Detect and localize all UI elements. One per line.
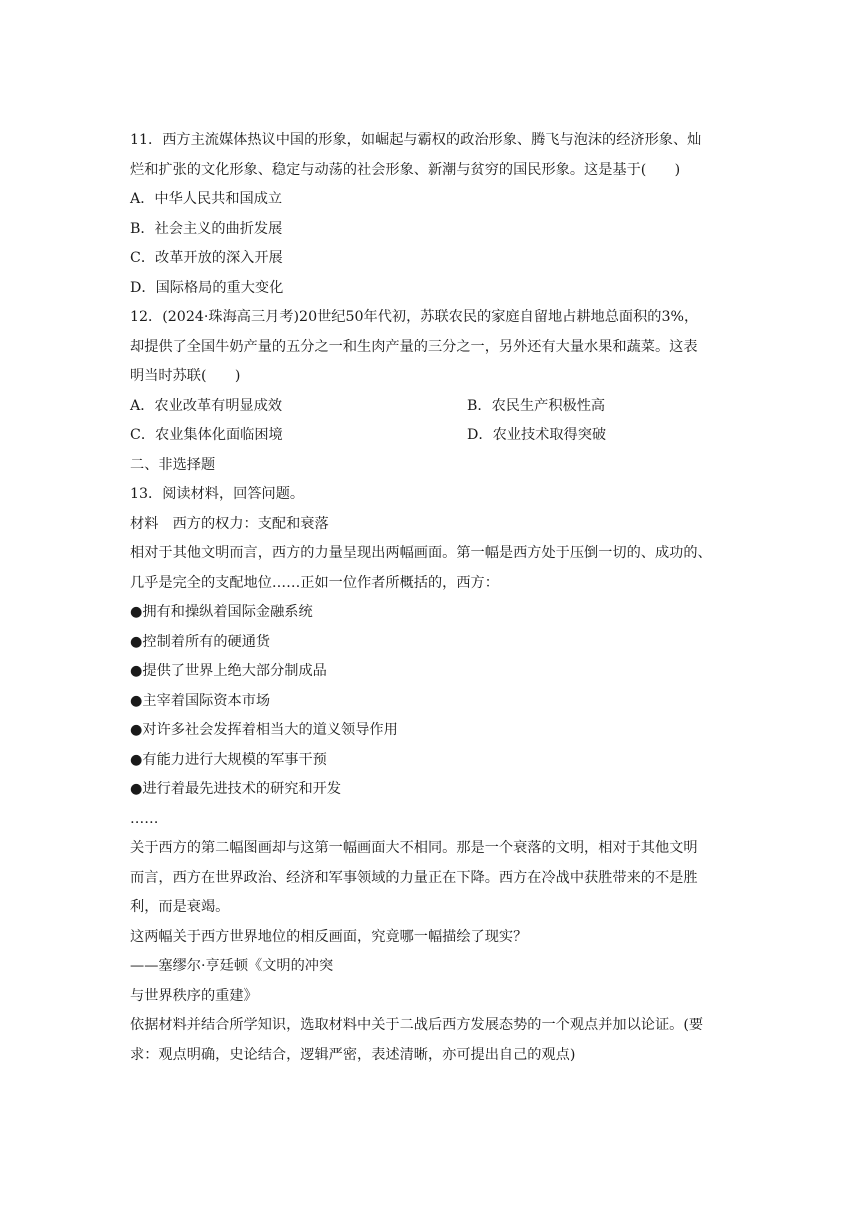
question-12-option-c: C．农业集体化面临困境: [130, 427, 283, 443]
question-13-stem: 13．阅读材料，回答问题。: [130, 486, 305, 502]
material-bullet-item: ●提供了世界上绝大部分制成品: [130, 663, 327, 679]
section-heading: 二、非选择题: [130, 456, 216, 473]
question-12-stem-line-1: 12．(2024·珠海高三月考)20世纪50年代初，苏联农民的家庭自留地占耕地总面积的3%，: [130, 309, 699, 325]
question-11: [130, 126, 735, 303]
material-para-2-line-3: 利，而是衰竭。: [130, 899, 230, 915]
question-12-stem-line-2: 却提供了全国牛奶产量的五分之一和生肉产量的三分之一，另外还有大量水果和蔬菜。这表: [130, 338, 698, 355]
task-line-1: 依据材料并结合所学知识，选取材料中关于二战后西方发展态势的一个观点并加以论证。(要: [130, 1017, 704, 1033]
question-11-option-a: A．中华人民共和国成立: [130, 191, 283, 207]
material-source-line-2: 与世界秩序的重建》: [130, 987, 258, 1004]
material-bullet-item: ●对许多社会发挥着相当大的道义领导作用: [130, 722, 398, 738]
document-page: [130, 126, 735, 1070]
question-12-option-a: A．农业改革有明显成效: [130, 397, 283, 414]
question-11-stem-line-2: 烂和扩张的文化形象、稳定与动荡的社会形象、新潮与贫穷的国民形象。这是基于( ): [130, 161, 681, 178]
material-para-2-line-1: 关于西方的第二幅图画却与这第一幅画面大不相同。那是一个衰落的文明，相对于其他文明: [130, 840, 698, 856]
material-ellipsis: ……: [130, 810, 159, 827]
question-11-option-d: D．国际格局的重大变化: [130, 279, 284, 296]
question-12: [130, 303, 735, 451]
question-12-stem-line-3: 明当时苏联( ): [130, 368, 241, 384]
question-12-options-row-2: [130, 421, 735, 451]
question-12-option-d: D．农业技术取得突破: [467, 427, 607, 443]
material-para-2-line-2: 而言，西方在世界政治、经济和军事领域的力量正在下降。西方在冷战中获胜带来的不是胜: [130, 869, 698, 886]
material-bullet-list: [130, 598, 735, 805]
material-bullet-item: ●有能力进行大规模的军事干预: [130, 751, 327, 768]
material-para-1-line-2: 几乎是完全的支配地位……正如一位作者所概括的，西方：: [130, 574, 499, 591]
question-11-option-b: B．社会主义的曲折发展: [130, 220, 283, 237]
material-bullet-item: ●控制着所有的硬通货: [130, 633, 271, 650]
question-11-stem-line-1: 11．西方主流媒体热议中国的形象，如崛起与霸权的政治形象、腾飞与泡沫的经济形象、灿: [130, 132, 702, 148]
question-12-options-row-1: [130, 392, 735, 422]
question-11-option-c: C．改革开放的深入开展: [130, 250, 283, 266]
material-para-1-line-1: 相对于其他文明而言，西方的力量呈现出两幅画面。第一幅是西方处于压倒一切的、成功的、: [130, 545, 712, 561]
material-source-line-1: ——塞缪尔·亨廷顿《文明的冲突: [130, 958, 334, 974]
question-12-option-b: B．农民生产积极性高: [467, 397, 606, 414]
material-title: 材料 西方的权力：支配和衰落: [130, 515, 329, 532]
material-bullet-item: ●主宰着国际资本市场: [130, 692, 271, 709]
question-13: [130, 480, 735, 1070]
material-bullet-item: ●拥有和操纵着国际金融系统: [130, 604, 313, 620]
material-bullet-item: ●进行着最先进技术的研究和开发: [130, 781, 342, 797]
task-line-2: 求：观点明确，史论结合，逻辑严密，表述清晰，亦可提出自己的观点): [130, 1046, 576, 1063]
material-question-line: 这两幅关于西方世界地位的相反画面，究竟哪一幅描绘了现实？: [130, 928, 528, 945]
